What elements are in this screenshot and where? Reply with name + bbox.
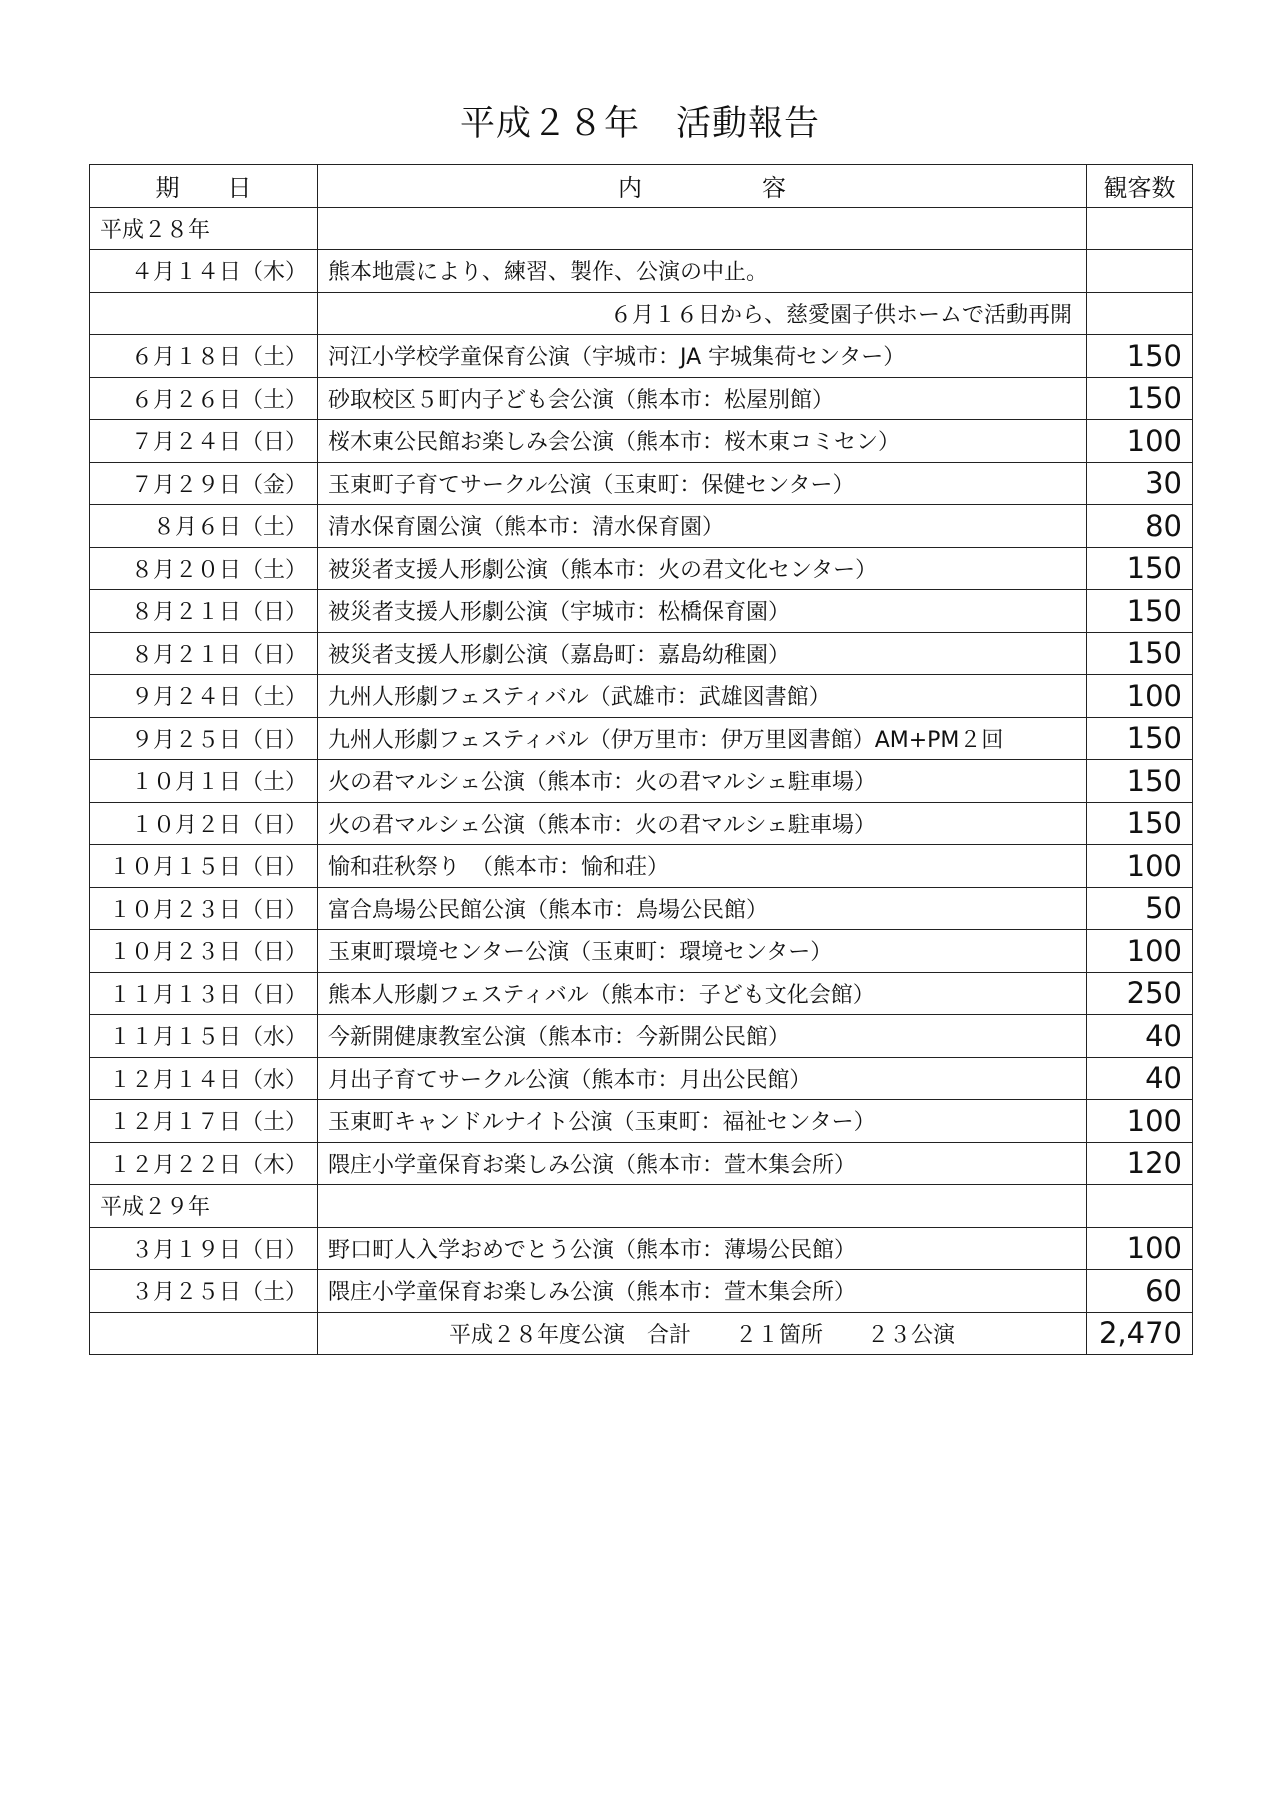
count-cell: 50 <box>1087 887 1193 930</box>
content-cell: 桜木東公民館お楽しみ会公演（熊本市：桜木東コミセン） <box>318 420 1087 463</box>
table-row <box>90 335 1193 378</box>
header-date: 期 日 <box>90 165 318 208</box>
count-cell: 120 <box>1087 1142 1193 1185</box>
table-row <box>90 675 1193 718</box>
table-header-row <box>90 165 1193 208</box>
date-cell: １０月１日（土） <box>90 760 318 803</box>
date-cell: １１月１３日（日） <box>90 972 318 1015</box>
count-cell: 100 <box>1087 930 1193 973</box>
content-cell: 玉東町キャンドルナイト公演（玉東町：福祉センター） <box>318 1100 1087 1143</box>
date-cell: １０月２３日（日） <box>90 930 318 973</box>
count-cell <box>1087 292 1193 335</box>
table-row <box>90 547 1193 590</box>
year-label: 平成２８年 <box>90 207 318 250</box>
content-cell: 九州人形劇フェスティバル（伊万里市：伊万里図書館）AM+PM２回 <box>318 717 1087 760</box>
content-cell: 隈庄小学童保育お楽しみ公演（熊本市：萱木集会所） <box>318 1270 1087 1313</box>
count-cell: 80 <box>1087 505 1193 548</box>
content-cell: 熊本地震により、練習、製作、公演の中止。 <box>318 250 1087 293</box>
date-cell: ８月６日（土） <box>90 505 318 548</box>
content-cell: 九州人形劇フェスティバル（武雄市：武雄図書館） <box>318 675 1087 718</box>
content-cell: 月出子育てサークル公演（熊本市：月出公民館） <box>318 1057 1087 1100</box>
count-cell: 150 <box>1087 590 1193 633</box>
content-cell: 被災者支援人形劇公演（宇城市：松橋保育園） <box>318 590 1087 633</box>
content-cell: 熊本人形劇フェスティバル（熊本市：子ども文化会館） <box>318 972 1087 1015</box>
count-cell: 250 <box>1087 972 1193 1015</box>
content-cell: 被災者支援人形劇公演（嘉島町：嘉島幼稚園） <box>318 632 1087 675</box>
count-cell: 150 <box>1087 717 1193 760</box>
content-cell <box>318 1185 1087 1228</box>
date-cell: ９月２５日（日） <box>90 717 318 760</box>
count-cell: 40 <box>1087 1015 1193 1058</box>
table-row <box>90 1100 1193 1143</box>
header-content: 内 容 <box>318 165 1087 208</box>
table-row <box>90 1015 1193 1058</box>
content-cell: 富合鳥場公民館公演（熊本市：鳥場公民館） <box>318 887 1087 930</box>
count-cell: 150 <box>1087 377 1193 420</box>
content-cell: 玉東町環境センター公演（玉東町：環境センター） <box>318 930 1087 973</box>
content-cell: 玉東町子育てサークル公演（玉東町：保健センター） <box>318 462 1087 505</box>
table-row <box>90 1227 1193 1270</box>
date-cell: ７月２４日（日） <box>90 420 318 463</box>
table-row <box>90 377 1193 420</box>
date-cell: ６月１８日（土） <box>90 335 318 378</box>
count-cell: 30 <box>1087 462 1193 505</box>
content-cell: 野口町人入学おめでとう公演（熊本市：薄場公民館） <box>318 1227 1087 1270</box>
date-cell: １１月１５日（水） <box>90 1015 318 1058</box>
count-cell: 150 <box>1087 802 1193 845</box>
date-cell: ３月１９日（日） <box>90 1227 318 1270</box>
table-row <box>90 632 1193 675</box>
table-row <box>90 802 1193 845</box>
date-cell: １０月２日（日） <box>90 802 318 845</box>
date-cell: ７月２９日（金） <box>90 462 318 505</box>
count-cell: 100 <box>1087 1100 1193 1143</box>
date-cell: ４月１４日（木） <box>90 250 318 293</box>
table-row <box>90 930 1193 973</box>
content-cell <box>318 207 1087 250</box>
page-title: 平成２８年 活動報告 <box>459 104 820 144</box>
count-cell: 150 <box>1087 760 1193 803</box>
content-cell: ６月１６日から、慈愛園子供ホームで活動再開 <box>318 292 1087 335</box>
date-cell <box>90 292 318 335</box>
content-cell: 砂取校区５町内子ども会公演（熊本市：松屋別館） <box>318 377 1087 420</box>
table-row <box>90 462 1193 505</box>
count-cell <box>1087 207 1193 250</box>
total-row <box>90 1312 1193 1355</box>
date-cell: ６月２６日（土） <box>90 377 318 420</box>
count-cell <box>1087 250 1193 293</box>
note-row <box>90 292 1193 335</box>
date-cell: １２月１４日（水） <box>90 1057 318 1100</box>
table-body <box>90 207 1193 1355</box>
content-cell: 隈庄小学童保育お楽しみ公演（熊本市：萱木集会所） <box>318 1142 1087 1185</box>
count-cell: 150 <box>1087 335 1193 378</box>
date-cell: ８月２０日（土） <box>90 547 318 590</box>
content-cell: 清水保育園公演（熊本市：清水保育園） <box>318 505 1087 548</box>
date-cell: １０月１５日（日） <box>90 845 318 888</box>
date-cell: ８月２１日（日） <box>90 590 318 633</box>
table-row <box>90 1057 1193 1100</box>
total-summary: 平成２８年度公演 合計 ２１箇所 ２３公演 <box>318 1312 1087 1355</box>
table-row <box>90 972 1193 1015</box>
content-cell: 愉和荘秋祭り （熊本市：愉和荘） <box>318 845 1087 888</box>
date-cell: １２月１７日（土） <box>90 1100 318 1143</box>
table-row <box>90 887 1193 930</box>
activity-report-table <box>89 164 1193 1355</box>
table-row <box>90 845 1193 888</box>
content-cell: 今新開健康教室公演（熊本市：今新開公民館） <box>318 1015 1087 1058</box>
year-row <box>90 207 1193 250</box>
date-cell: ８月２１日（日） <box>90 632 318 675</box>
content-cell: 火の君マルシェ公演（熊本市：火の君マルシェ駐車場） <box>318 802 1087 845</box>
content-cell: 火の君マルシェ公演（熊本市：火の君マルシェ駐車場） <box>318 760 1087 803</box>
total-count: 2,470 <box>1087 1312 1193 1355</box>
table-row <box>90 1270 1193 1313</box>
table-row <box>90 420 1193 463</box>
count-cell: 100 <box>1087 675 1193 718</box>
content-cell: 被災者支援人形劇公演（熊本市：火の君文化センター） <box>318 547 1087 590</box>
count-cell <box>1087 1185 1193 1228</box>
count-cell: 40 <box>1087 1057 1193 1100</box>
content-cell: 河江小学校学童保育公演（宇城市：JA 宇城集荷センター） <box>318 335 1087 378</box>
date-cell: ９月２４日（土） <box>90 675 318 718</box>
year-label: 平成２９年 <box>90 1185 318 1228</box>
count-cell: 150 <box>1087 632 1193 675</box>
count-cell: 60 <box>1087 1270 1193 1313</box>
count-cell: 100 <box>1087 420 1193 463</box>
date-cell: １２月２２日（木） <box>90 1142 318 1185</box>
date-cell: ３月２５日（土） <box>90 1270 318 1313</box>
count-cell: 150 <box>1087 547 1193 590</box>
date-cell <box>90 1312 318 1355</box>
year-row <box>90 1185 1193 1228</box>
table-row <box>90 250 1193 293</box>
table-row <box>90 590 1193 633</box>
table-row <box>90 760 1193 803</box>
count-cell: 100 <box>1087 845 1193 888</box>
date-cell: １０月２３日（日） <box>90 887 318 930</box>
table-row <box>90 505 1193 548</box>
header-count: 観客数 <box>1087 165 1193 208</box>
table-row <box>90 717 1193 760</box>
count-cell: 100 <box>1087 1227 1193 1270</box>
table-row <box>90 1142 1193 1185</box>
